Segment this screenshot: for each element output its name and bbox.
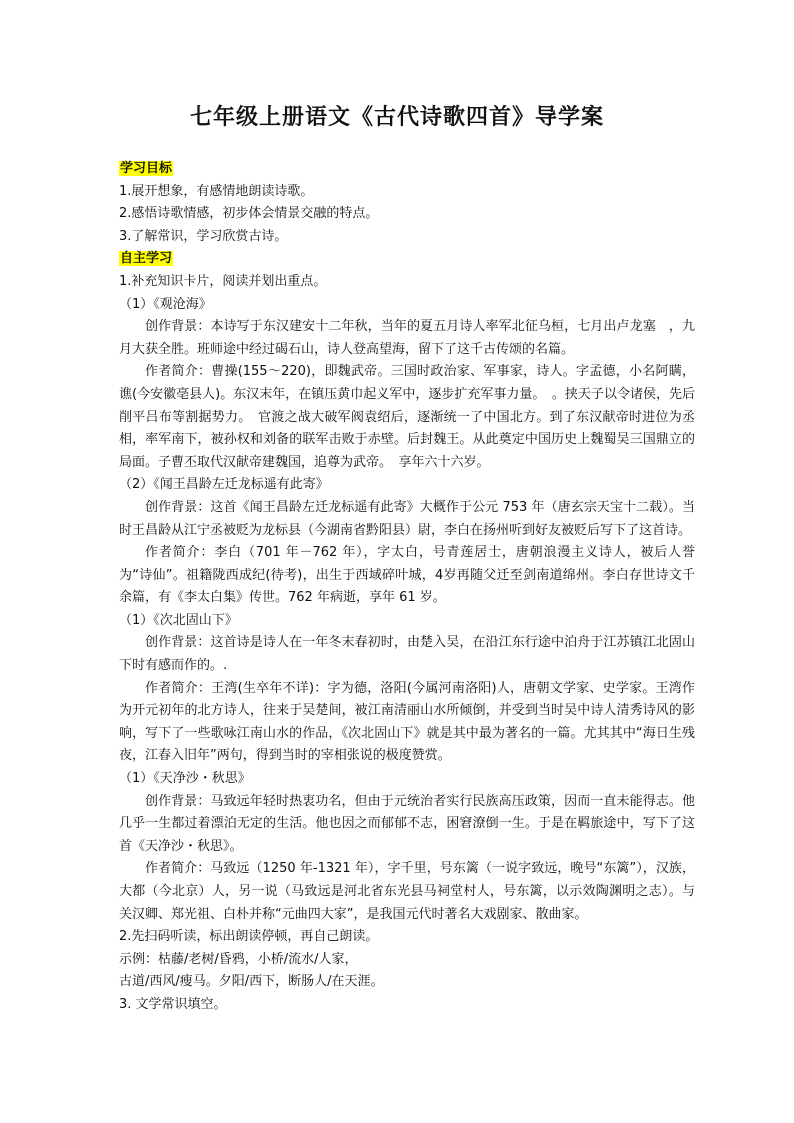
task-3: 3. 文学常识填空。 <box>119 996 227 1012</box>
poem-background: 创作背景：本诗写于东汉建安十二年秋，当年的夏五月诗人率军北征乌桓，七月出卢龙塞 ，九月大获全胜。班师途中经过碣石山，诗人登高望海，留下了这千古传颂的名篇。 <box>119 319 695 357</box>
reading-task: 2.先扫码听读，标出朗读停顿，再自己朗读。 <box>119 929 379 945</box>
poem-title: （1）《观沧海》 <box>119 296 212 312</box>
reading-example-line: 古道/西风/瘦马。夕阳/西下，断肠人/在天涯。 <box>119 974 384 990</box>
poem-title: （1）《天净沙・秋思》 <box>119 771 251 787</box>
highlighted-heading: 学习目标 <box>120 161 173 176</box>
poem-title: （2）《闻王昌龄左迁龙标遥有此寄》 <box>119 477 329 493</box>
poem-author: 作者简介：王湾(生卒年不详)：字为德，洛阳(今属河南洛阳)人，唐朝文学家、史学家。王湾作为开元初年的北方诗人，往来于吴楚间，被江南清丽山水所倾倒，并受到当时吴中诗人清秀诗风的影响，写下了一些歌咏江南山水的作品，《次北固山下》就是其中最为著名的一篇。尤其其中“海日生残夜，江春入旧年”两句，得到当时的宰相张说的极度赞赏。 <box>119 680 695 764</box>
page-title: 七年级上册语文《古代诗歌四首》导学案 <box>189 104 604 130</box>
poem-background: 创作背景：马致远年轻时热衷功名，但由于元统治者实行民族高压政策，因而一直未能得志。他几乎一生都过着漂泊无定的生活。他也因之而郁郁不志，困窘潦倒一生。于是在羁旅途中，写下了这首《天净沙・秋思》。 <box>119 793 695 854</box>
self-study-intro: 1.补充知识卡片，阅读并划出重点。 <box>119 273 327 289</box>
goal-item: 2.感悟诗歌情感，初步体会情景交融的特点。 <box>119 206 379 222</box>
poem-background: 创作背景：这首诗是诗人在一年冬末春初时，由楚入吴，在沿江东行途中泊舟于江苏镇江北固山下时有感而作的。. <box>119 635 695 674</box>
poem-background: 创作背景：这首《闻王昌龄左迁龙标遥有此寄》大概作于公元 753 年（唐玄宗天宝十二载）。当时王昌龄从江宁丞被贬为龙标县（今湖南省黔阳县）尉，李白在扬州听到好友被贬后写下了这首诗。 <box>119 499 695 538</box>
poem-author: 作者简介：曹操(155～220)，即魏武帝。三国时政治家、军事家，诗人。字孟德，小名阿瞒，谯(今安徽亳县人)。东汉末年，在镇压黄巾起义军中，逐步扩充军事力量。 。挟天子以令诸侯，先后削平吕布等割据势力。 官渡之战大破军阀袁绍后，逐渐统一了中国北方。到了东汉献帝时进位为丞相，率军南下，被孙权和刘备的联军击败于赤壁。后封魏王。从此奠定中国历史上魏蜀吴三国鼎立的局面。子曹丕取代汉献帝建魏国，追尊为武帝。 享年六十六岁。 <box>119 364 695 470</box>
document-body <box>119 158 695 1017</box>
goal-item: 3.了解常识，学习欣赏古诗。 <box>119 228 288 244</box>
goal-item: 1.展开想象，有感情地朗读诗歌。 <box>119 183 314 199</box>
poem-author: 作者简介：马致远（1250 年-1321 年），字千里，号东篱（一说字致远，晚号“东篱”），汉族，大都（今北京）人，另一说（马致远是河北省东光县马祠堂村人，号东篱，以示效陶渊明之志）。与关汉卿、郑光祖、白朴并称“元曲四大家”，是我国元代时著名大戏剧家、散曲家。 <box>119 861 695 922</box>
poem-title: （1）《次北固山下》 <box>119 612 238 628</box>
poem-author: 作者简介：李白（701 年－762 年），字太白，号青莲居士，唐朝浪漫主义诗人，被后人誉为“诗仙”。祖籍陇西成纪(待考)，出生于西域碎叶城，4岁再随父迁至剑南道绵州。李白存世诗文千余篇，有《李太白集》传世。762 年病逝，享年 61 岁。 <box>119 545 695 606</box>
section-heading-goals <box>119 158 695 181</box>
reading-example: 示例：枯藤/老树/昏鸦，小桥/流水/人家， <box>119 951 358 967</box>
highlighted-heading: 自主学习 <box>120 251 173 267</box>
section-heading-self-study <box>119 248 695 271</box>
